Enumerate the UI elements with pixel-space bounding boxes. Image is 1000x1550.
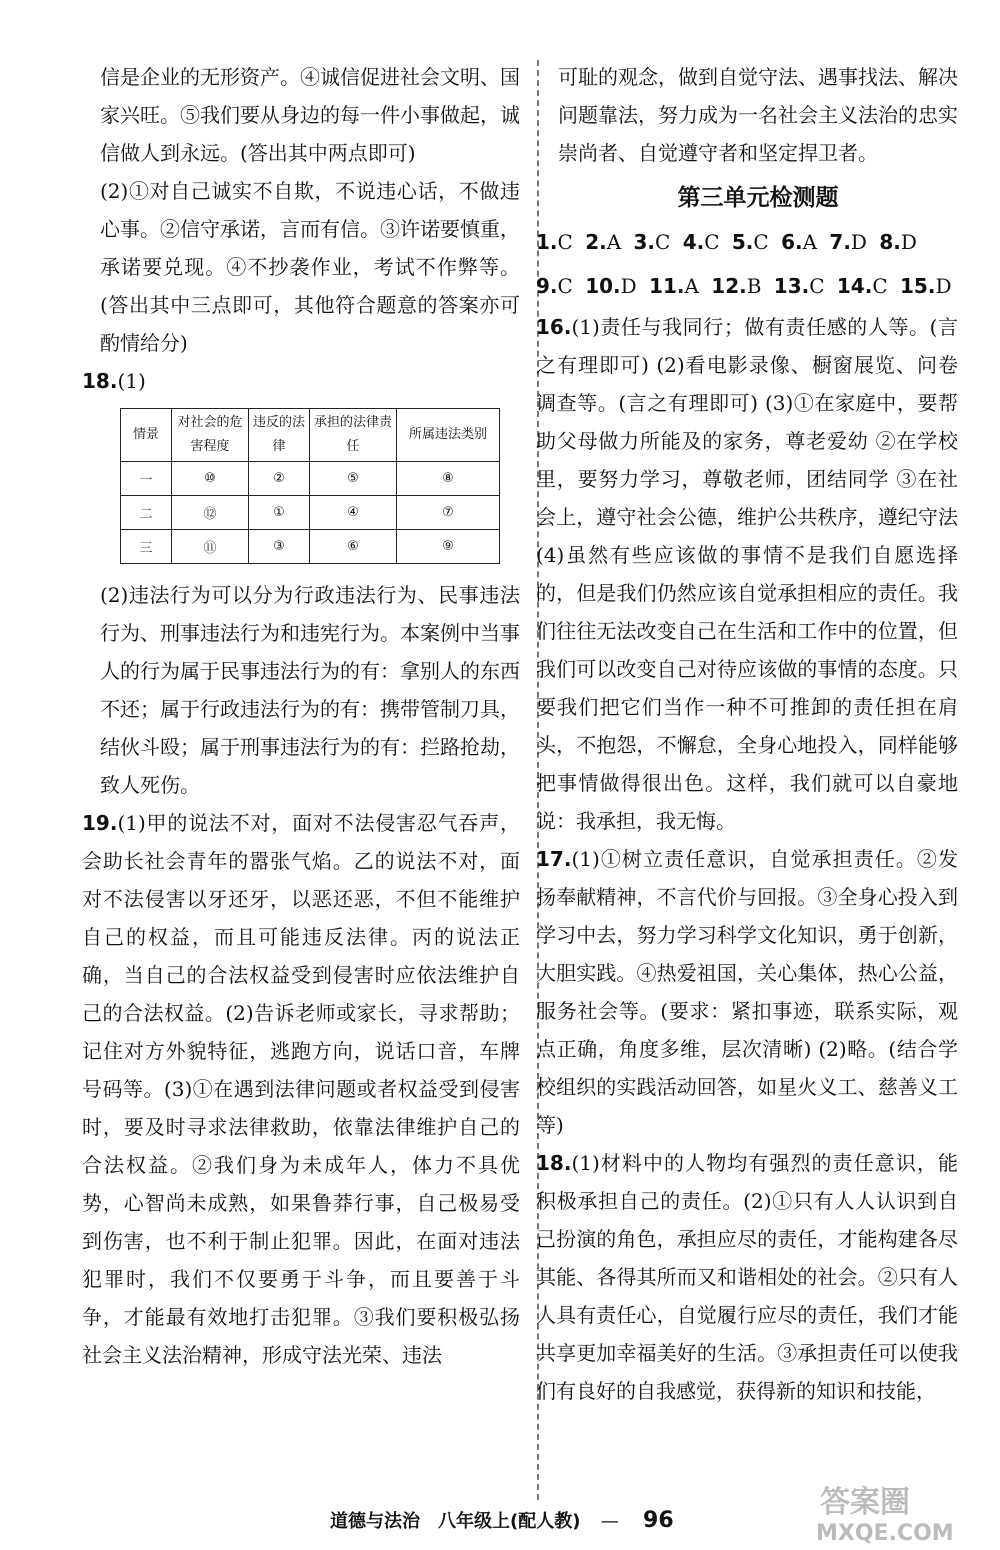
answers-row-1 xyxy=(536,220,958,264)
answer-item: 6.A xyxy=(781,230,818,254)
table-cell: ⑥ xyxy=(310,530,397,564)
watermark-logo xyxy=(800,1478,990,1548)
question-19-text: (1)甲的说法不对，面对不法侵害忍气吞声，会助长社会青年的嚣张气焰。乙的说法不对，面对不法侵害以牙还牙，以恶还恶，不但不能维护自己的权益，而且可能违反法律。丙的说法正确，当自己的合法权益受到侵害时应依法维护自己的合法权益。(2)告诉老师或家长，寻求帮助；记住对方外貌特征，逃跑方向，说话口音，车牌号码等。(3)①在遇到法律问题或者权益受到侵害时，要及时寻求法律救助，依靠法律维护自己的合法权益。②我们身为未成年人，体力不具优势，心智尚未成熟，如果鲁莽行事，自己极易受到伤害，也不利于制止犯罪。因此，在面对违法犯罪时，我们不仅要勇于斗争，而且要善于斗争，才能最有效地打击犯罪。③我们要积极弘扬社会主义法治精神，形成守法光荣、违法 xyxy=(82,811,520,1367)
left-paragraph-2: (2)①对自己诚实不自欺，不说违心话，不做违心事。②信守承诺，言而有信。③许诺要慎重，承诺要兑现。④不抄袭作业，考试不作弊等。(答出其中三点即可，其他符合题意的答案亦可酌情给分) xyxy=(100,179,520,355)
table-cell: ⑨ xyxy=(397,530,500,564)
page-footer xyxy=(330,1507,674,1533)
table-header: 承担的法律责任 xyxy=(310,409,397,462)
question-18-right xyxy=(536,1144,958,1410)
violation-table xyxy=(120,408,500,564)
table-cell: ⑫ xyxy=(172,496,249,530)
answer-item: 2.A xyxy=(585,230,622,254)
table-cell: ⑧ xyxy=(397,462,500,496)
left-paragraph-1: 信是企业的无形资产。④诚信促进社会文明、国家兴旺。⑤我们要从身边的每一件小事做起，诚信做人到永远。(答出其中两点即可) xyxy=(100,65,520,165)
table-cell: ② xyxy=(249,462,310,496)
table-cell: ① xyxy=(249,496,310,530)
table-header: 所属违法类别 xyxy=(397,409,500,462)
answer-item: 15.D xyxy=(900,274,952,298)
question-19 xyxy=(82,804,520,1374)
question-16 xyxy=(536,308,958,840)
watermark-line-1: 答案圈 xyxy=(820,1485,910,1520)
question-18-right-text: (1)材料中的人物均有强烈的责任意识，能积极承担自己的责任。(2)①只有人人认识到自己扮演的角色，承担应尽的责任，才能构建各尽其能、各得其所而又和谐相处的社会。②只有人人具有责任心，自觉履行应尽的责任，我们才能共享更加幸福美好的生活。③承担责任可以使我们有良好的自我感觉，获得新的知识和技能， xyxy=(536,1151,958,1403)
right-column xyxy=(536,58,958,1410)
table-header: 对社会的危害程度 xyxy=(172,409,249,462)
answer-item: 9.C xyxy=(536,274,573,298)
question-18-number: 18. xyxy=(82,369,118,393)
question-16-number: 16. xyxy=(536,315,572,339)
unit-title: 第三单元检测题 xyxy=(677,185,839,211)
table-cell: ⑦ xyxy=(397,496,500,530)
answer-item: 8.D xyxy=(879,230,917,254)
table-row xyxy=(121,462,500,496)
table-cell: 三 xyxy=(121,530,172,564)
left-column xyxy=(82,58,520,1374)
question-17 xyxy=(536,840,958,1144)
table-header: 违反的法律 xyxy=(249,409,310,462)
answer-item: 13.C xyxy=(773,274,825,298)
answer-item: 11.A xyxy=(649,274,699,298)
answer-item: 5.C xyxy=(731,230,769,254)
table-header-row xyxy=(121,409,500,462)
footer-dash: — xyxy=(600,1511,619,1532)
answer-item: 10.D xyxy=(585,274,637,298)
answer-item: 3.C xyxy=(633,230,671,254)
answer-item: 12.B xyxy=(711,274,762,298)
question-17-text: (1)①树立责任意识，自觉承担责任。②发扬奉献精神，不言代价与回报。③全身心投入到学习中去，努力学习科学文化知识，勇于创新，大胆实践。④热爱祖国，关心集体，热心公益，服务社会等。(要求：紧扣事迹，联系实际，观点正确，角度多维，层次清晰) (2)略。(结合学校组织的实践活动回答，如星火义工、慈善义工等) xyxy=(536,847,958,1137)
answer-item: 1.C xyxy=(536,230,573,254)
question-19-number: 19. xyxy=(82,811,118,835)
table-cell: ⑩ xyxy=(172,462,249,496)
watermark-line-2: MXQE.COM xyxy=(816,1521,954,1546)
question-18-part1: (1) xyxy=(117,369,146,393)
question-18-heading xyxy=(82,362,520,400)
table-cell: ⑤ xyxy=(310,462,397,496)
book-title: 道德与法治 八年级上(配人教) xyxy=(330,1511,581,1532)
table-cell: 二 xyxy=(121,496,172,530)
answer-item: 4.C xyxy=(682,230,720,254)
question-18-right-number: 18. xyxy=(536,1151,572,1175)
table-header: 情景 xyxy=(121,409,172,462)
question-16-text: (1)责任与我同行；做有责任感的人等。(言之有理即可) (2)看电影录像、橱窗展览、问卷调查等。(言之有理即可) (3)①在家庭中，要帮助父母做力所能及的家务，尊老爱幼 ②在学校里，要努力学习，尊敬老师，团结同学 ③在社会上，遵守社会公德，维护公共秩序，遵纪守法 (4)虽然有些应该做的事情不是我们自愿选择的，但是我们仍然应该自觉承担相应的责任。我们往往无法改变自己在生活和工作中的位置，但我们可以改变自己对待应该做的事情的态度。只要我们把它们当作一种不可推卸的责任担在肩头，不抱怨，不懈怠，全身心地投入，同样能够把事情做得很出色。这样，我们就可以自豪地说：我承担，我无悔。 xyxy=(536,315,958,833)
page-number: 96 xyxy=(643,1508,674,1533)
answer-item: 7.D xyxy=(829,230,867,254)
table-cell: ④ xyxy=(310,496,397,530)
table-cell: 一 xyxy=(121,462,172,496)
answers-row-2 xyxy=(536,264,958,308)
answer-item: 14.C xyxy=(836,274,888,298)
table-cell: ⑪ xyxy=(172,530,249,564)
table-row xyxy=(121,496,500,530)
right-paragraph-1: 可耻的观念，做到自觉守法、遇事找法、解决问题靠法，努力成为一名社会主义法治的忠实崇尚者、自觉遵守者和坚定捍卫者。 xyxy=(558,65,958,165)
left-paragraph-3: (2)违法行为可以分为行政违法行为、民事违法行为、刑事违法行为和违宪行为。本案例中当事人的行为属于民事违法行为的有：拿别人的东西不还；属于行政违法行为的有：携带管制刀具，结伙斗殴；属于刑事违法行为的有：拦路抢劫，致人死伤。 xyxy=(100,583,520,797)
table-row xyxy=(121,530,500,564)
question-17-number: 17. xyxy=(536,847,572,871)
table-cell: ③ xyxy=(249,530,310,564)
